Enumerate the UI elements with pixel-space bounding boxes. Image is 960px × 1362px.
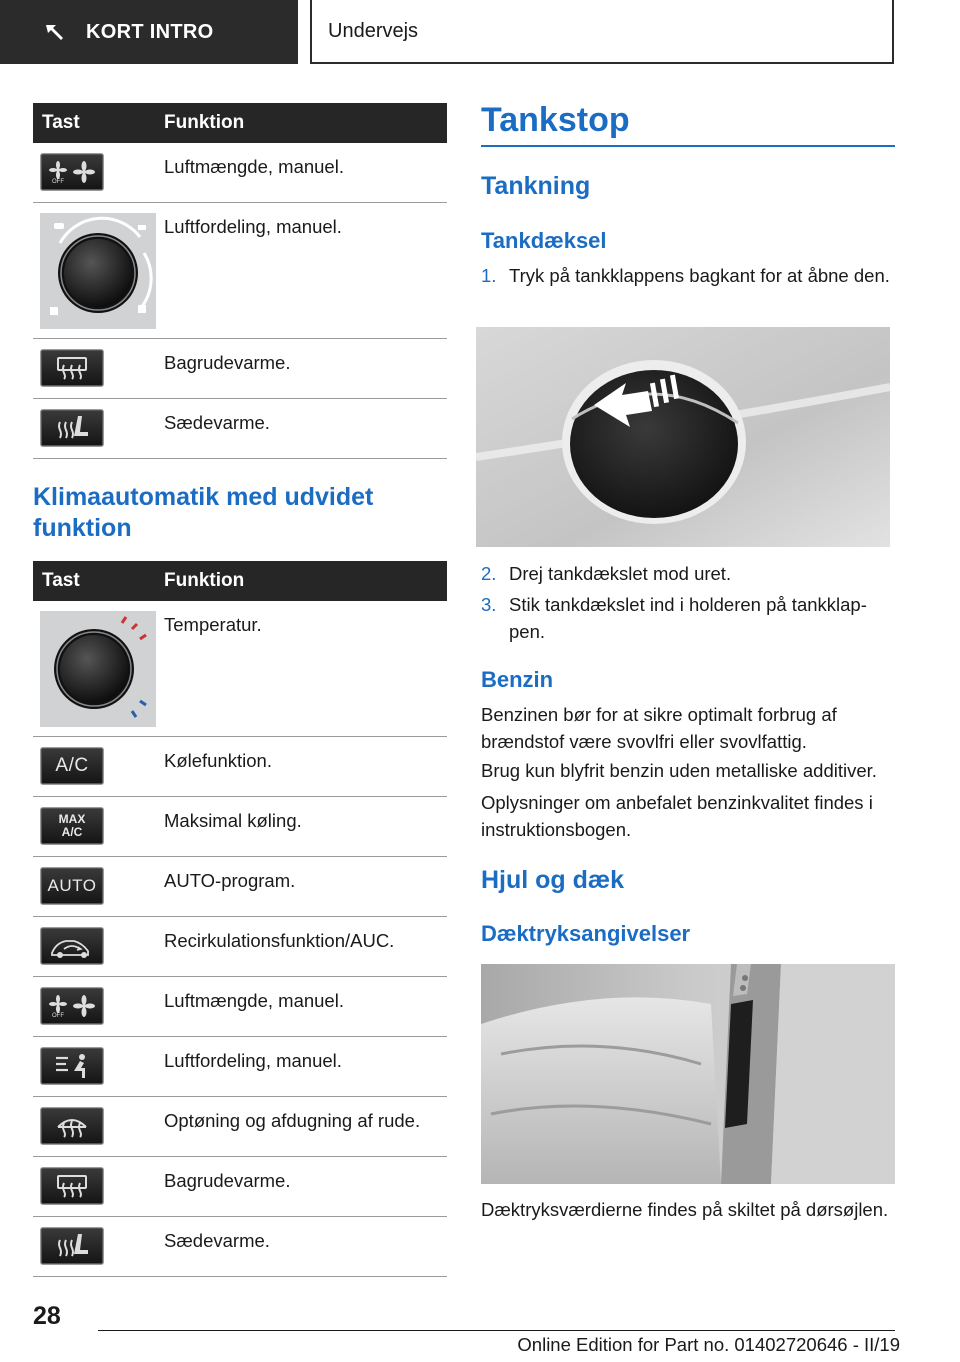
function-text: Sædevarme. [164,412,270,433]
seat-heating-icon [40,409,104,447]
table-row [33,917,447,977]
key-label: AUTO [47,876,97,895]
function-text: Bagrudevarme. [164,1170,291,1191]
ac-button-icon [40,747,104,785]
seat-heating-icon [40,1227,104,1265]
function-text: Luftmængde, manuel. [164,990,344,1011]
heading-tankstop: Tankstop [481,101,630,139]
heading-tire-pressure: Dæktryksangivelser [481,921,691,946]
key-label-2: A/C [61,825,83,839]
list-item [481,560,895,587]
key-label: MAX [58,812,86,826]
table-row [33,339,447,399]
page-number: 28 [33,1302,61,1330]
heading-tankning: Tankning [481,172,591,200]
step-text: Stik tankdækslet ind i holderen på tankklappen. [509,594,867,642]
table-row [33,143,447,203]
rear-defrost-icon [40,349,104,387]
table-row [33,203,447,339]
function-text: Sædevarme. [164,1230,270,1251]
table-row [33,1097,447,1157]
heading-wheels: Hjul og dæk [481,866,625,894]
rear-defrost-icon [40,1167,104,1205]
footer-edition: Online Edition for Part no. 01402720646 - II/19 [517,1334,900,1355]
function-text: Recirkulationsfunktion/AUC. [164,930,395,951]
controls-table-extended [33,561,447,1277]
chapter-tab[interactable] [0,0,298,64]
svg-text:OFF: OFF [52,1013,64,1019]
col-key-header: Tast [42,570,80,591]
step-text: Drej tankdækslet mod uret. [509,563,732,584]
function-text: Luftmængde, manuel. [164,156,344,177]
svg-text:OFF: OFF [52,179,64,185]
fan-speed-off-icon [40,987,104,1025]
air-distribution-dial-icon [40,213,156,329]
windshield-defrost-icon [40,1107,104,1145]
function-text: Temperatur. [164,614,262,635]
paragraph: Benzinen bør for at sikre optimalt forbrug af brændstof være svovlfri eller svovlfattig. [481,704,837,752]
section-heading-climate: Klimaautomatik med udvidet funktion [33,483,374,542]
fan-speed-off-icon [40,153,104,191]
temperature-dial-icon [40,611,156,727]
function-text: AUTO-program. [164,870,296,891]
step-number: 2. [481,563,497,584]
table-header [33,561,447,601]
section-tab-label: Undervejs [328,19,419,42]
function-text: Maksimal køling. [164,810,302,831]
table-row [33,977,447,1037]
heading-rule [481,145,895,147]
tire-pressure-label-photo [481,964,895,1184]
col-function-header: Funktion [164,112,245,133]
function-text: Luftfordeling, manuel. [164,1050,342,1071]
function-text: Bagrudevarme. [164,352,291,373]
heading-benzin: Benzin [481,667,554,692]
table-header [33,103,447,143]
fuel-cap-photo [476,327,890,547]
table-row [33,857,447,917]
function-text: Luftfordeling, manuel. [164,216,342,237]
paragraph: Brug kun blyfrit benzin uden metalliske additiver. [481,760,877,781]
recirculation-auc-icon [40,927,104,965]
step-number: 3. [481,594,497,615]
function-text: Optøning og afdugning af rude. [164,1110,421,1131]
table-row [33,1037,447,1097]
step-text: Tryk på tankklappens bagkant for at åbne den. [509,265,890,286]
table-row [33,601,447,737]
heading-tankdaeksel: Tankdæksel [481,228,607,253]
section-tab[interactable] [310,0,894,64]
back-arrow-icon [44,21,66,43]
paragraph: Dæktryksværdierne findes på skiltet på dørsøjlen. [481,1199,889,1220]
list-item [481,591,895,645]
list-item [481,262,895,289]
table-row [33,399,447,459]
air-distribution-icon [40,1047,104,1085]
function-text: Kølefunktion. [164,750,272,771]
chapter-tab-label: KORT INTRO [86,20,214,43]
col-key-header: Tast [42,112,80,133]
table-row [33,1217,447,1277]
paragraph: Oplysninger om anbefalet benzinkvalitet findes i instruktionsbogen. [481,792,873,840]
step-number: 1. [481,265,497,286]
table-row [33,737,447,797]
max-ac-button-icon [40,807,104,845]
key-label: A/C [55,755,89,776]
footer-rule [98,1330,895,1331]
auto-button-icon [40,867,104,905]
controls-table-manual [33,103,447,459]
col-function-header: Funktion [164,570,245,591]
table-row [33,1157,447,1217]
table-row [33,797,447,857]
